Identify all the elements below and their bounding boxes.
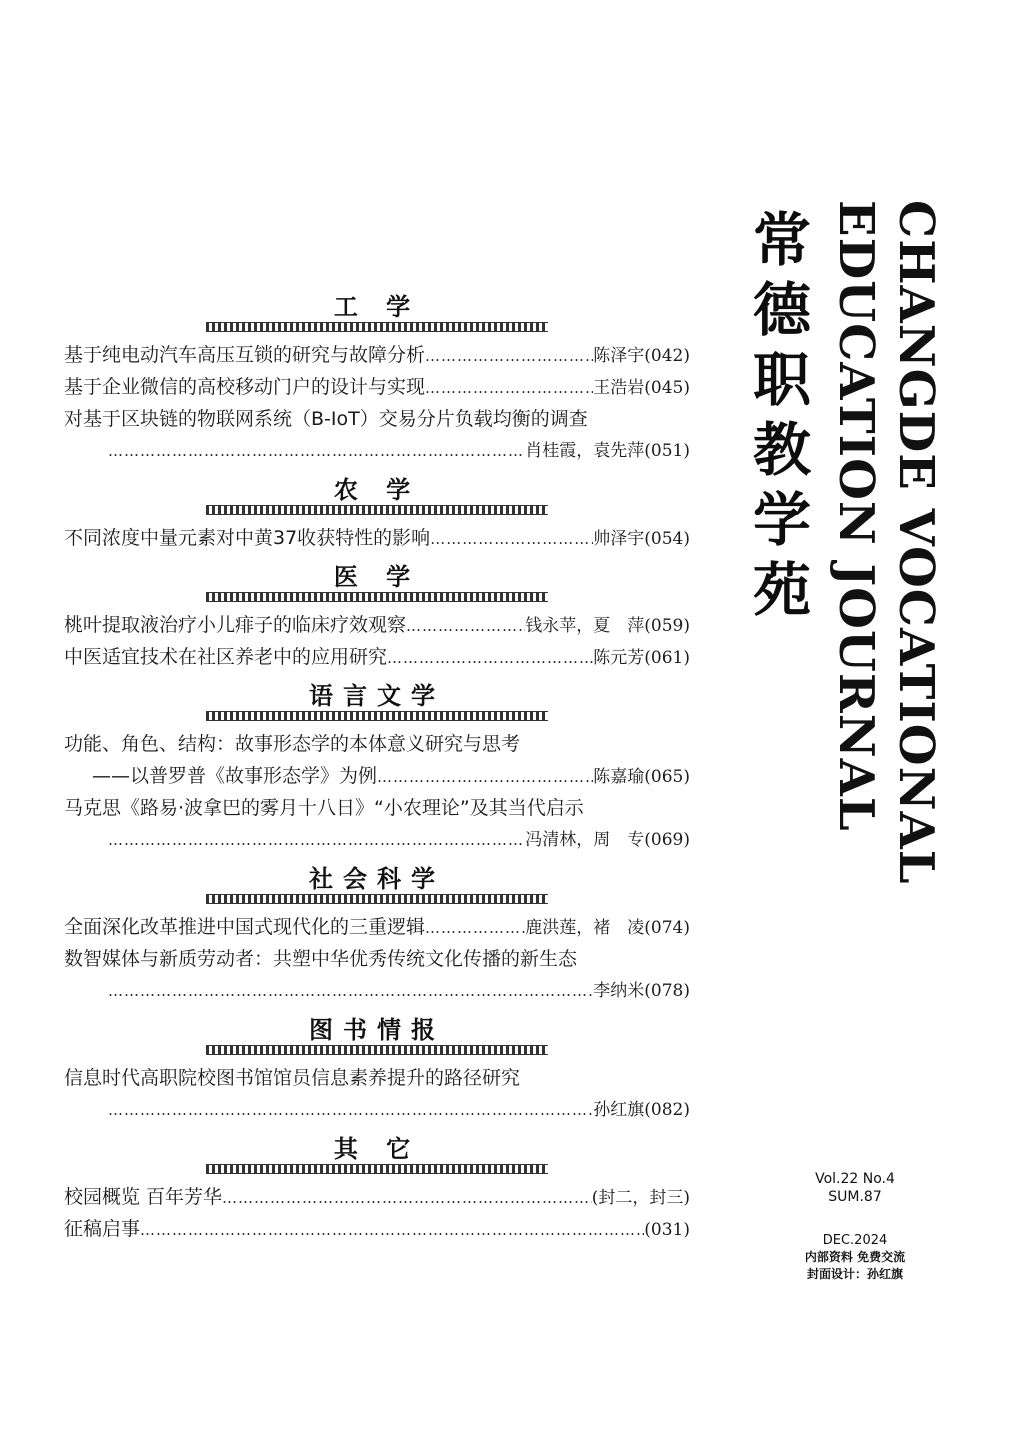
entry-title: 对基于区块链的物联网系统（B-IoT）交易分片负载均衡的调查 xyxy=(64,408,588,430)
title-char: 苑 xyxy=(752,556,811,624)
leader-dots xyxy=(108,824,525,856)
entry-title: 桃叶提取液治疗小儿痱子的临床疗效观察 xyxy=(64,614,407,636)
leader-dots xyxy=(377,761,593,793)
title-char: 德 xyxy=(752,276,811,344)
entry-page: (069) xyxy=(644,830,690,850)
ornament-divider xyxy=(206,593,548,601)
entry-page: (074) xyxy=(644,918,690,938)
entry-authors: 陈元芳 xyxy=(593,648,645,668)
entry-page: (031) xyxy=(644,1220,690,1240)
toc-entry[interactable] xyxy=(64,1213,690,1245)
toc-entry[interactable] xyxy=(64,371,690,403)
publication-info xyxy=(755,1232,955,1283)
toc-section xyxy=(64,681,690,856)
entry-page: (042) xyxy=(644,346,690,366)
title-char: 常 xyxy=(752,206,811,274)
entry-page: (061) xyxy=(644,648,690,668)
toc-section xyxy=(64,562,690,673)
leader-dots xyxy=(108,435,525,467)
sum-number: SUM.87 xyxy=(828,1189,882,1205)
title-char: 教 xyxy=(752,416,811,484)
toc-section xyxy=(64,1134,690,1245)
section-title: 社会科学 xyxy=(309,865,445,893)
entry-authors: 帅泽宇 xyxy=(593,529,645,549)
leader-dots xyxy=(387,642,593,674)
toc-section xyxy=(64,1015,690,1126)
table-of-contents xyxy=(64,292,690,1245)
toc-section xyxy=(64,864,690,1007)
entry-page: (059) xyxy=(644,616,690,636)
entry-page: (078) xyxy=(644,981,690,1001)
entry-authors: 钱永苹，夏 萍 xyxy=(525,616,645,636)
toc-entry[interactable] xyxy=(64,792,690,856)
entry-authors: 孙红旗 xyxy=(593,1100,645,1120)
journal-title-english-line2: EDUCATION JOURNAL xyxy=(828,200,884,832)
section-title: 医 学 xyxy=(333,563,421,591)
entry-title: 不同浓度中量元素对中黄37收获特性的影响 xyxy=(64,527,431,549)
entry-title: 基于纯电动汽车高压互锁的研究与故障分析 xyxy=(64,344,426,366)
issue-date: DEC.2024 xyxy=(822,1233,888,1248)
entry-title: 中医适宜技术在社区养老中的应用研究 xyxy=(64,646,388,668)
entry-title: 功能、角色、结构：故事形态学的本体意义研究与思考 xyxy=(64,733,521,755)
leader-dots xyxy=(425,372,593,404)
entry-page: (045) xyxy=(644,378,690,398)
section-title: 语言文学 xyxy=(309,682,445,710)
entry-title: 马克思《路易·波拿巴的雾月十八日》“小农理论”及其当代启示 xyxy=(64,797,584,819)
toc-entry[interactable] xyxy=(64,403,690,467)
toc-entry[interactable] xyxy=(64,339,690,371)
distribution-note: 内部资料 免费交流 xyxy=(804,1250,906,1264)
toc-entry[interactable] xyxy=(64,1181,690,1213)
entry-title: 全面深化改革推进中国式现代化的三重逻辑 xyxy=(64,916,426,938)
entry-authors: 李纳米 xyxy=(593,981,645,1001)
leader-dots xyxy=(108,975,593,1007)
leader-dots xyxy=(425,340,593,372)
ornament-divider xyxy=(206,506,548,514)
title-char: 职 xyxy=(752,346,811,414)
cover-design-credit: 封面设计：孙红旗 xyxy=(806,1267,903,1281)
entry-authors: 陈嘉瑜 xyxy=(593,767,645,787)
ornament-divider xyxy=(206,895,548,903)
ornament-divider xyxy=(206,323,548,331)
section-title: 图书情报 xyxy=(309,1016,445,1044)
entry-authors: 鹿洪莲，褚 凌 xyxy=(525,918,645,938)
leader-dots xyxy=(430,523,593,555)
entry-authors: 冯清林，周 专 xyxy=(525,830,645,850)
entry-page: (051) xyxy=(644,441,690,461)
leader-dots xyxy=(222,1182,592,1214)
entry-title: 基于企业微信的高校移动门户的设计与实现 xyxy=(64,376,426,398)
leader-dots xyxy=(406,610,525,642)
toc-section xyxy=(64,292,690,467)
section-title: 其 它 xyxy=(333,1135,421,1163)
toc-entry[interactable] xyxy=(64,943,690,1007)
entry-page: (封二，封三) xyxy=(591,1188,690,1208)
ornament-divider xyxy=(206,1165,548,1173)
leader-dots xyxy=(140,1214,644,1246)
entry-title: 校园概览 百年芳华 xyxy=(64,1186,223,1208)
entry-authors: 陈泽宇 xyxy=(593,346,645,366)
volume-number: Vol.22 No.4 xyxy=(815,1171,895,1187)
entry-page: (082) xyxy=(644,1100,690,1120)
toc-entry[interactable] xyxy=(64,641,690,673)
title-char: 学 xyxy=(752,486,811,554)
entry-subtitle: ——以普罗普《故事形态学》为例 xyxy=(92,765,378,787)
entry-title: 数智媒体与新质劳动者：共塑中华优秀传统文化传播的新生态 xyxy=(64,948,578,970)
issue-volume-block xyxy=(755,1170,955,1206)
entry-page: (065) xyxy=(644,767,690,787)
toc-entry[interactable] xyxy=(64,609,690,641)
section-title: 工 学 xyxy=(333,293,421,321)
entry-authors: 王浩岩 xyxy=(593,378,645,398)
ornament-divider xyxy=(206,1046,548,1054)
toc-entry[interactable] xyxy=(64,522,690,554)
toc-section xyxy=(64,475,690,554)
journal-title-chinese xyxy=(750,205,814,625)
section-title: 农 学 xyxy=(333,476,421,504)
entry-title: 征稿启事 xyxy=(64,1218,141,1240)
toc-entry[interactable] xyxy=(64,728,690,792)
journal-title-english-line1: CHANGDE VOCATIONAL xyxy=(888,200,944,885)
ornament-divider xyxy=(206,712,548,720)
toc-entry[interactable] xyxy=(64,1062,690,1126)
leader-dots xyxy=(425,912,525,944)
toc-entry[interactable] xyxy=(64,911,690,943)
entry-title: 信息时代高职院校图书馆馆员信息素养提升的路径研究 xyxy=(64,1067,521,1089)
entry-authors: 肖桂霞，袁先萍 xyxy=(525,441,645,461)
leader-dots xyxy=(108,1094,593,1126)
entry-page: (054) xyxy=(644,529,690,549)
